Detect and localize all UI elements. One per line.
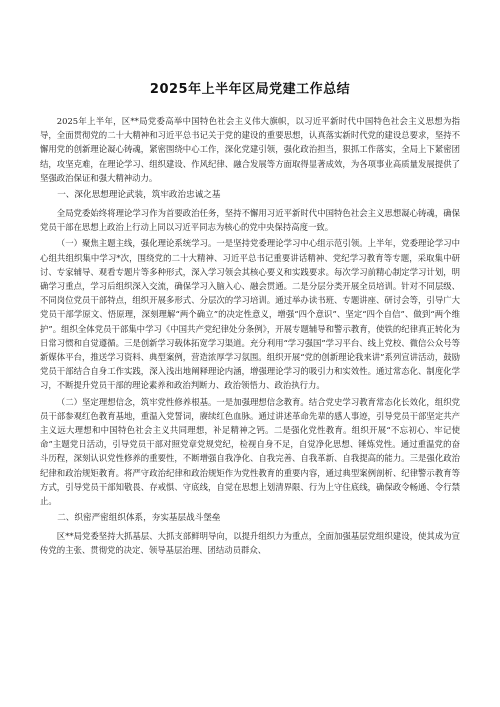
section-2-intro-paragraph: 区**局党委坚持大抓基层、大抓支部鲜明导向，以提升组织力为重点，全面加强基层党组织建设，使其成为宣传党的主张、贯彻党的决定、领导基层治理、团结动员群众、: [40, 531, 460, 556]
section-1-intro-paragraph: 全局党委始终将理论学习作为首要政治任务，坚持不懈用习近平新时代中国特色社会主义思想凝心铸魂，确保党员干部在思想上政治上行动上同以习近平同志为核心的党中央保持高度一致。: [40, 208, 460, 233]
section-1-item-1-paragraph: （一）聚焦主题主线，强化理论系统学习。一是坚持党委理论学习中心组示范引领。上半年，党委理论学习中心组共组织集中学习*次，围绕党的二十大精神、习近平总书记重要讲话精神、党纪学习教育等专题，采取集中研讨、专家辅导、观看专题片等多种形式，深入学习领会其核心要义和实践要求。每次学习前精心制定学习计划，明确学习重点，学习后组织深入交流，确保学习入脑入心、融会贯通。二是分层分类开展全员培训。针对不同层级、不同岗位党员干部特点，组织开展多形式、分层次的学习培训。通过举办读书班、专题讲座、研讨会等，引导广大党员干部学原文、悟原理，深刻理解“两个确立”的决定性意义，增强“四个意识”、坚定“四个自信”、做到“两个维护”。组织全体党员干部集中学习《中国共产党纪律处分条例》，开展专题辅导和警示教育，使铁的纪律真正转化为日常习惯和自觉遵循。三是创新学习载体拓宽学习渠道。充分利用“学习强国”学习平台、线上党校、微信公众号等新媒体平台，推送学习资料、典型案例，营造浓厚学习氛围。组织开展“党的创新理论我来讲”系列宣讲活动，鼓励党员干部结合自身工作实践，深入浅出地阐释理论内涵，增强理论学习的吸引力和实效性。通过常态化、制度化学习，不断提升党员干部的理论素养和政治判断力、政治领悟力、政治执行力。: [40, 238, 460, 391]
section-2-heading: 二、织密严密组织体系，夯实基层战斗堡垒: [57, 513, 221, 524]
section-1-heading: 一、深化思想理论武装，筑牢政治忠诚之基: [57, 190, 221, 201]
intro-paragraph: 2025年上半年，区**局党委高举中国特色社会主义伟大旗帜，以习近平新时代中国特色社会主义思想为指导，全面贯彻党的二十大精神和习近平总书记关于党的建设的重要思想，认真落实新时代党的建设总要求，坚持不懈用党的创新理论凝心铸魂，紧密围绕中心工作，深化党建引领，强化政治担当，狠抓工作落实，全局上下紧密团结，攻坚克难，在理论学习、组织建设、作风纪律、融合发展等方面取得显著成效，为各项事业高质量发展提供了坚强政治保证和强大精神动力。: [40, 116, 460, 183]
page-title: 2025年上半年区局党建工作总结: [149, 82, 351, 97]
section-1-item-2-paragraph: （二）坚定理想信念，筑牢党性修养根基。一是加强理想信念教育。结合党史学习教育常态化长效化，组织党员干部参观红色教育基地，重温入党誓词，赓续红色血脉。通过讲述革命先辈的感人事迹，引导党员干部坚定共产主义远大理想和中国特色社会主义共同理想，补足精神之钙。二是强化党性教育。组织开展“不忘初心、牢记使命”主题党日活动，引导党员干部对照党章党规党纪，检视自身不足，自觉净化思想、锤炼党性。通过重温党的奋斗历程，深刻认识党性修养的重要性，不断增强自我净化、自我完善、自我革新、自我提高的能力。三是强化政治纪律和政治规矩教育。将严守政治纪律和政治规矩作为党性教育的重要内容，通过典型案例剖析、纪律警示教育等方式，引导党员干部知敬畏、存戒惧、守底线，自觉在思想上划清界限、行为上守住底线，确保政令畅通、令行禁止。: [40, 396, 460, 507]
